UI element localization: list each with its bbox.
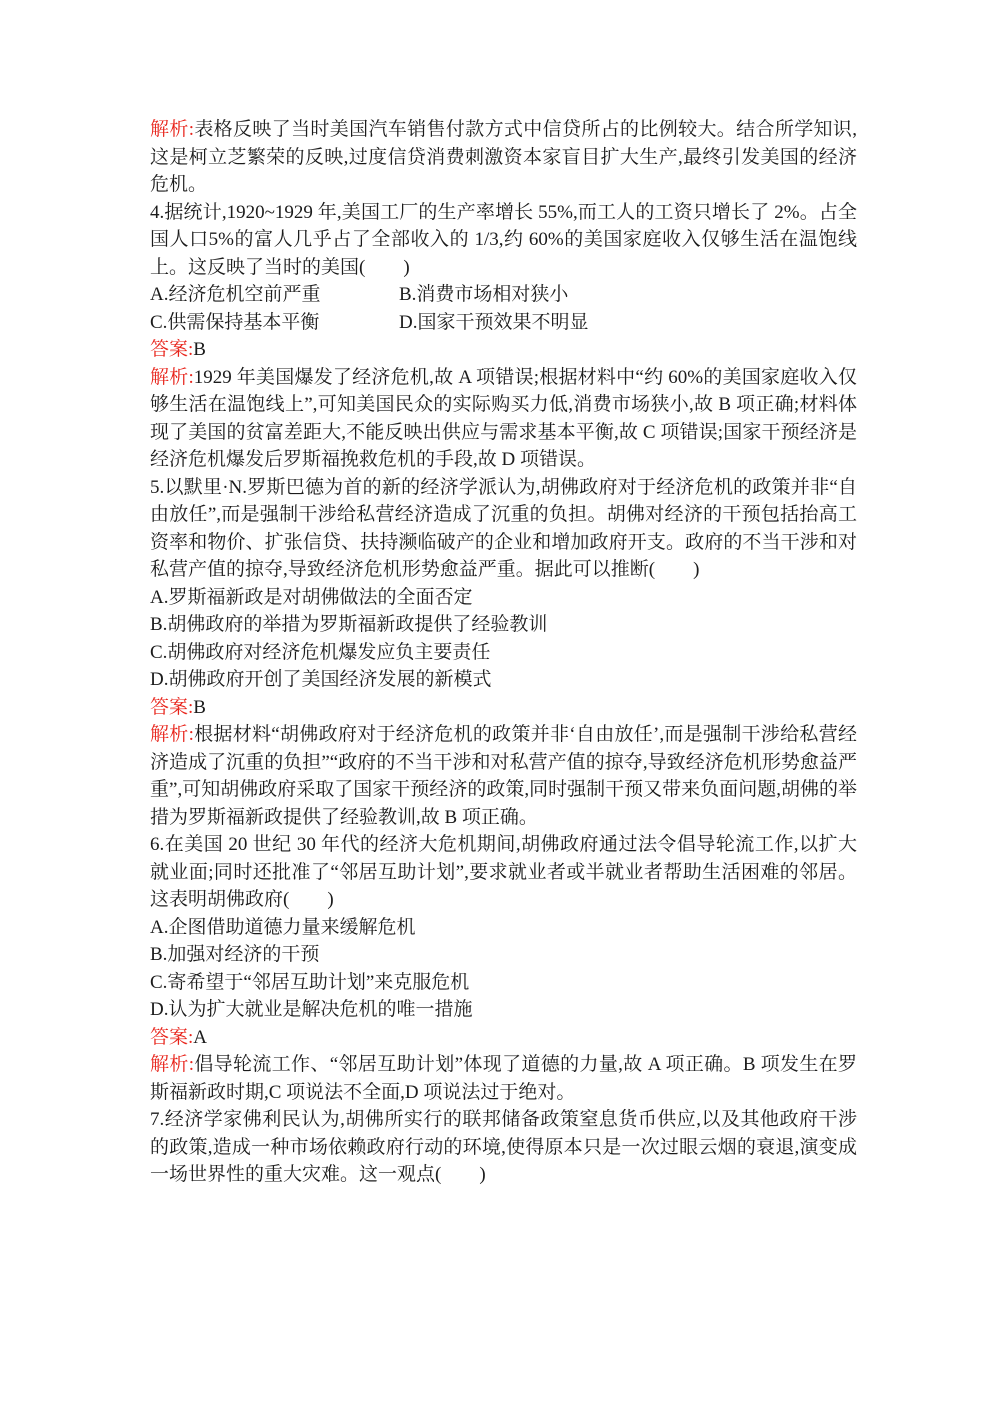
option-b: B.加强对经济的干预 <box>150 944 320 965</box>
analysis-paragraph-q6 <box>150 1051 857 1106</box>
analysis-label: 解析: <box>150 119 194 140</box>
option-d: D.国家干预效果不明显 <box>399 311 589 333</box>
analysis-label: 解析: <box>150 366 194 388</box>
answer-label: 答案: <box>150 696 194 718</box>
option-c: C.供需保持基本平衡 <box>150 311 320 333</box>
option-d: D.认为扩大就业是解决危机的唯一措施 <box>150 999 473 1020</box>
answer-label: 答案: <box>150 1026 194 1048</box>
analysis-label: 解析: <box>150 724 194 745</box>
analysis-paragraph-q5 <box>150 721 857 831</box>
answer-line-q5 <box>150 694 857 722</box>
option-a: A.经济危机空前严重 <box>150 284 321 305</box>
analysis-text: 倡导轮流工作、“邻居互助计划”体现了道德的力量,故 A 项正确。B 项发生在罗斯福新政时期,C 项说法不全面,D 项说法过于绝对。 <box>150 1054 858 1103</box>
answer-line-q4 <box>150 336 857 364</box>
question-5-stem: 5.以默里·N.罗斯巴德为首的新的经济学派认为,胡佛政府对于经济危机的政策并非“自由放任”,而是强制干涉给私营经济造成了沉重的负担。胡佛对经济的干预包括抬高工资率和物价、扩张信贷、扶持濒临破产的企业和增加政府开支。政府的不当干涉和对私营产值的掠夺,导致经济危机形势愈益严重。据此可以推断( ) <box>150 476 857 580</box>
question-4-stem: 4.据统计,1920~1929 年,美国工厂的生产率增长 55%,而工人的工资只增长了 2%。占全国人口5%的富人几乎占了全部收入的 1/3,约 60%的美国家庭收入仅够生活在温饱线上。这反映了当时的美国( ) <box>150 201 857 278</box>
answer-value: A <box>193 1026 208 1048</box>
answer-label: 答案: <box>150 339 194 360</box>
question-5-options <box>150 584 857 694</box>
question-4-options <box>150 281 857 336</box>
analysis-text: 根据材料“胡佛政府对于经济危机的政策并非‘自由放任’,而是强制干涉给私营经济造成了沉重的负担”“政府的不当干涉和对私营产值的掠夺,导致经济危机形势愈益严重”,可知胡佛政府采取了国家干预经济的政策,同时强制干预又带来负面问题,胡佛的举措为罗斯福新政提供了经验教训,故 B 项正确。 <box>150 724 858 828</box>
option-c: C.胡佛政府对经济危机爆发应负主要责任 <box>150 641 491 663</box>
analysis-paragraph-q3 <box>150 116 857 199</box>
option-a: A.罗斯福新政是对胡佛做法的全面否定 <box>150 586 473 608</box>
answer-value: B <box>193 696 206 718</box>
analysis-paragraph-q4 <box>150 364 857 474</box>
question-6-options <box>150 914 857 1024</box>
content-column <box>150 116 857 1189</box>
option-b: B.消费市场相对狭小 <box>399 284 569 305</box>
option-a: A.企图借助道德力量来缓解危机 <box>150 916 416 938</box>
option-b: B.胡佛政府的举措为罗斯福新政提供了经验教训 <box>150 614 548 635</box>
option-c: C.寄希望于“邻居互助计划”来克服危机 <box>150 971 470 993</box>
analysis-text: 1929 年美国爆发了经济危机,故 A 项错误;根据材料中“约 60%的美国家庭收入仅够生活在温饱线上”,可知美国民众的实际购买力低,消费市场狭小,故 B 项正确;材料体现了美国的贫富差距大,不能反映出供应与需求基本平衡,故 C 项错误;国家干预经济是经济危机爆发后罗斯福挽救危机的手段,故 D 项错误。 <box>150 366 858 470</box>
question-7-stem: 7.经济学家佛利民认为,胡佛所实行的联邦储备政策窒息货币供应,以及其他政府干涉的政策,造成一种市场依赖政府行动的环境,使得原本只是一次过眼云烟的衰退,演变成一场世界性的重大灾难。这一观点( ) <box>150 1109 857 1185</box>
option-d: D.胡佛政府开创了美国经济发展的新模式 <box>150 669 492 690</box>
answer-line-q6 <box>150 1024 857 1052</box>
question-6-stem: 6.在美国 20 世纪 30 年代的经济大危机期间,胡佛政府通过法令倡导轮流工作,以扩大就业面;同时还批准了“邻居互助计划”,要求就业者或半就业者帮助生活困难的邻居。这表明胡佛政府( ) <box>150 834 857 910</box>
analysis-label: 解析: <box>150 1054 194 1075</box>
answer-value: B <box>193 339 206 360</box>
analysis-text: 表格反映了当时美国汽车销售付款方式中信贷所占的比例较大。结合所学知识,这是柯立芝繁荣的反映,过度信贷消费刺激资本家盲目扩大生产,最终引发美国的经济危机。 <box>150 119 857 195</box>
